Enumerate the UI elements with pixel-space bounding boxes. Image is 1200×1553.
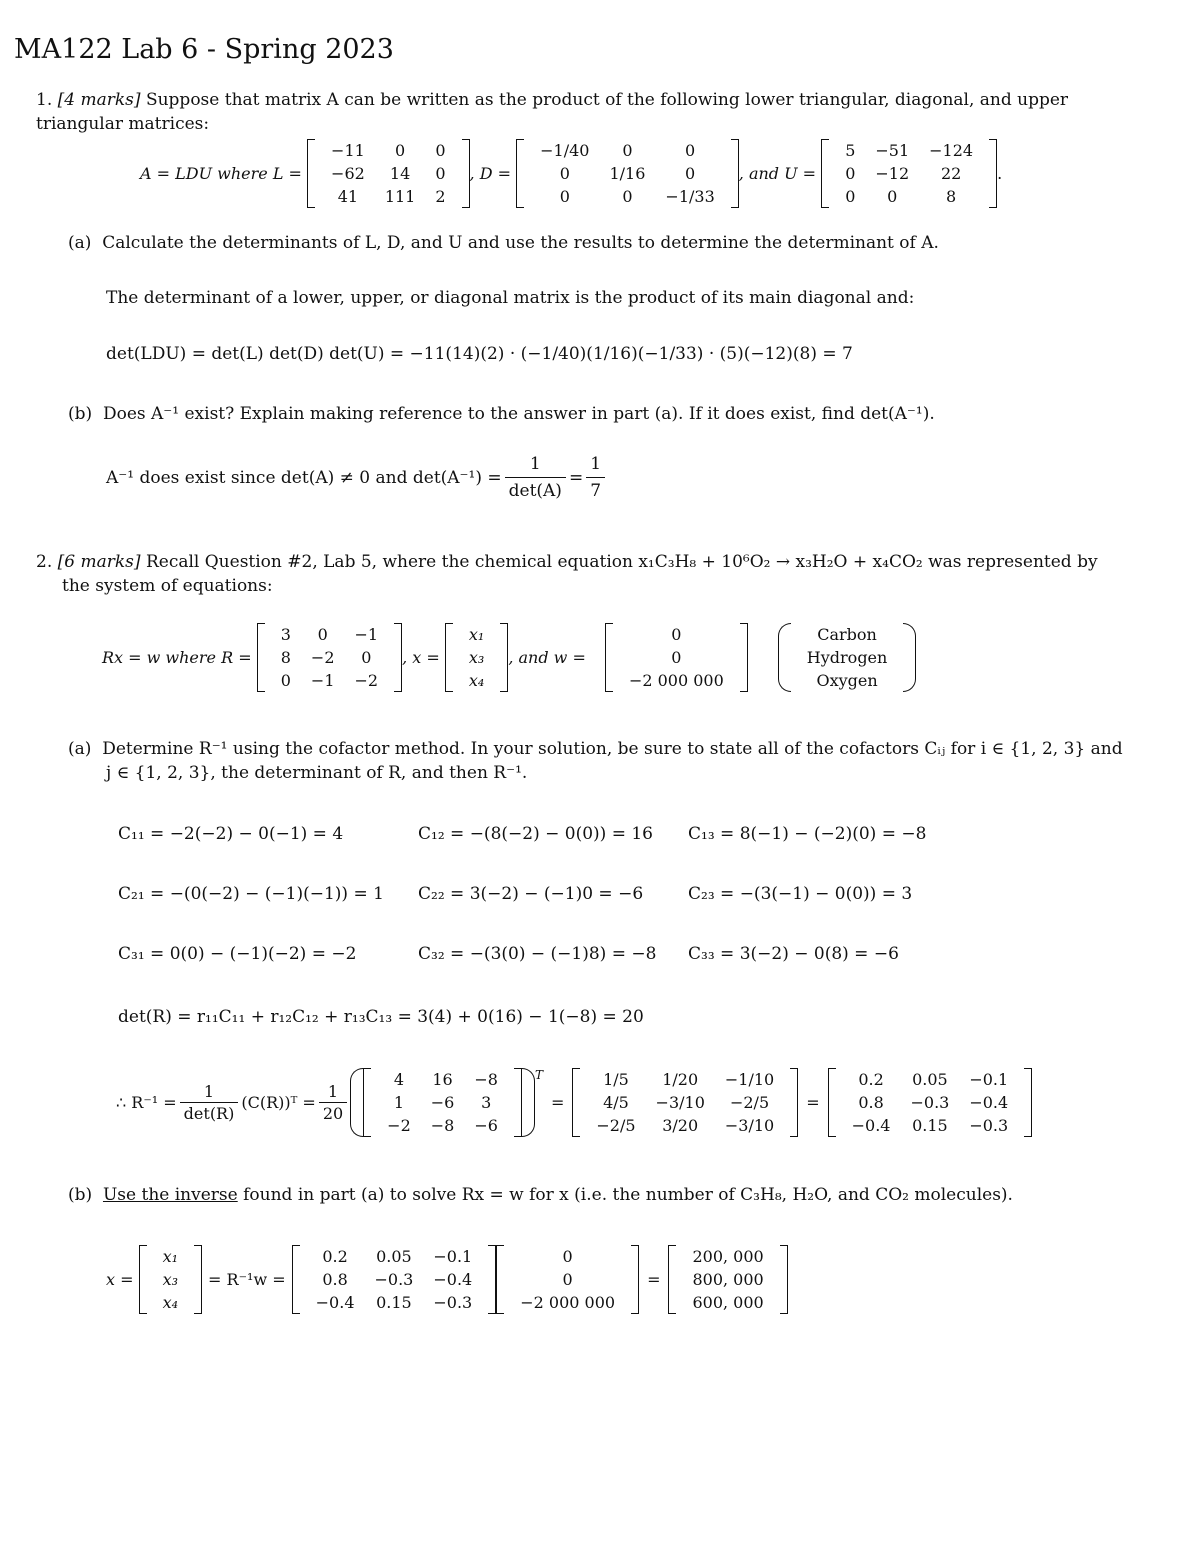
matrix-U-cell: −51 [875,141,910,160]
q2b-r-inverse-cell: 0.05 [376,1247,412,1266]
cofactor-matrix-cell: −6 [474,1116,498,1135]
matrix-D-cell: 0 [685,164,696,183]
q2b-vector-w-cell: −2 000 000 [520,1293,616,1312]
element-label-row [797,623,898,646]
q2b-vector-x-row [153,1245,188,1268]
r-inverse-decimal-cell: −0.4 [969,1093,1009,1112]
r-inverse-decimal-cell: 0.05 [912,1070,948,1089]
q1-intro-text: Suppose that matrix A can be written as the product of the following lower triangular, diagonal, and upper triangular matrices: [36,90,1069,134]
q2a-question [68,737,1123,761]
matrix-L-row [321,185,456,208]
vector-x-cell: x₃ [468,648,485,667]
q2b-r-inverse-cell: 0.8 [322,1270,348,1289]
vector-w [591,623,748,692]
matrix-U-cell: −124 [929,141,974,160]
r-inverse-fraction-cell: −2/5 [729,1093,770,1112]
vector-x-cell: x₁ [468,625,485,644]
cofactor-c32: C₃₂ = −(3(0) − (−1)8) = −8 [418,944,657,964]
matrix-R [257,623,402,692]
vector-x [445,623,508,692]
q2b-r-inverse-cell: −0.4 [315,1293,355,1312]
vector-w-cell: −2 000 000 [628,671,724,690]
page-title: MA122 Lab 6 - Spring 2023 [14,34,394,65]
matrix-U [821,139,997,208]
cofactor-matrix-cell: 1 [393,1093,405,1112]
equals-1: = [550,1093,565,1112]
matrix-D [516,139,739,208]
cofactor-c21: C₂₁ = −(0(−2) − (−1)(−1)) = 1 [118,884,384,904]
element-label-cell: Carbon [817,625,877,644]
matrix-R-cell: 0 [317,625,328,644]
matrix-L-row [321,139,456,162]
q1b-label: (b) [68,404,93,424]
q2b-r-inverse-cell: −0.3 [374,1270,414,1289]
r-inverse-decimal-cell: −0.3 [910,1093,950,1112]
q1-ldu-equation [140,139,1002,208]
matrix-R-row [271,669,388,692]
matrix-R-cell: −2 [354,671,379,690]
q2b-result-cell: 800, 000 [692,1270,764,1289]
vector-w-row [619,646,734,669]
q2b-r-inverse-row [306,1245,483,1268]
r-inverse-fraction-matrix [572,1068,798,1137]
matrix-U-cell: 22 [940,164,962,183]
q1b-equals: = [568,467,584,488]
r-inverse-decimal-row [842,1114,1019,1137]
matrix-L-cell: −11 [331,141,365,160]
matrix-L-cell: 14 [389,164,411,183]
q2b-result-cell: 200, 000 [692,1247,764,1266]
q2a-question-text: Determine R⁻¹ using the cofactor method. In your solution, be sure to state all of the cofactors Cᵢⱼ for i ∈ {1, 2, 3} and [102,739,1123,759]
q1-number: 1. [36,90,53,110]
q2-eq-w: , and w = [508,648,586,667]
element-label-cell: Hydrogen [806,648,888,667]
q2b-equals: = [647,1270,661,1289]
q1-intro [36,88,1136,136]
r-inverse-fraction-cell: −3/10 [724,1116,775,1135]
matrix-R-row [271,623,388,646]
matrix-R-cell: 0 [361,648,372,667]
r-inverse-equation [116,1068,1032,1137]
matrix-U-cell: 0 [845,187,856,206]
cofactor-matrix-cell: 3 [481,1093,492,1112]
q2b-result-cell: 600, 000 [692,1293,764,1312]
q2-intro-line2: the system of equations: [62,576,273,596]
r-inverse-fraction-row [586,1068,784,1091]
matrix-U-cell: 8 [946,187,957,206]
r-inverse-decimal-cell: −0.4 [851,1116,891,1135]
matrix-D-cell: 0 [685,141,696,160]
r-inverse-fraction-cell: 3/20 [662,1116,699,1135]
element-label-row [797,669,898,692]
q2-system-equation [102,623,916,692]
q1b-fraction-2: $\frac{1}{7}$ [586,452,605,503]
cofactor-c23: C₂₃ = −(3(−1) − 0(0)) = 3 [688,884,913,904]
q2b-vector-w-cell: 0 [562,1247,573,1266]
matrix-L-cell: 111 [384,187,416,206]
element-label-cell: Oxygen [816,671,878,690]
q2b-result [668,1245,787,1314]
q2b-r-inverse [292,1245,497,1314]
q2b-solution [106,1245,788,1314]
matrix-D-row [530,139,725,162]
inv-prefix: ∴ R⁻¹ = [116,1093,177,1112]
vector-x-row [459,646,494,669]
q2b-underlined: Use the inverse [102,1185,238,1205]
q2b-vector-w-row [510,1245,625,1268]
q1-eq-end: . [997,164,1003,183]
matrix-D-cell: −1/40 [540,141,590,160]
cofactor-c13: C₁₃ = 8(−1) − (−2)(0) = −8 [688,824,927,844]
matrix-U-cell: 0 [887,187,898,206]
vector-w-row [619,623,734,646]
q2b-vector-w-cell: 0 [562,1270,573,1289]
vector-x-row [459,669,494,692]
cofactor-matrix-cell: 16 [432,1070,453,1089]
r-inverse-decimal-cell: 0.15 [912,1116,948,1135]
matrix-R-row [271,646,388,669]
vector-w-cell: 0 [671,625,682,644]
element-label-row [797,646,898,669]
q2b-question-text: found in part (a) to solve Rx = w for x (i.e. the number of C₃H₈, H₂O, and CO₂ molecules). [243,1185,1013,1205]
matrix-L-cell: −62 [331,164,365,183]
r-inverse-fraction-row [586,1091,784,1114]
r-inverse-fraction-cell: 4/5 [603,1093,629,1112]
q1b-answer [106,452,608,503]
q2b-vector-x-row [153,1291,188,1314]
q2-marks: [6 marks] [57,552,141,572]
r-inverse-decimal-row [842,1091,1019,1114]
matrix-L-cell: 41 [337,187,359,206]
cofactor-matrix-cell: 4 [393,1070,405,1089]
matrix-L-cell: 0 [435,141,446,160]
matrix-U-cell: −12 [875,164,910,183]
q2a-label: (a) [68,739,92,759]
q1a-answer-line1: The determinant of a lower, upper, or diagonal matrix is the product of its main diagonal and: [106,288,915,308]
q2b-vector-x-cell: x₃ [162,1270,179,1289]
q2b-vector-x-row [153,1268,188,1291]
r-inverse-fraction-row [586,1114,784,1137]
q2b-r-inverse-cell: −0.1 [433,1247,473,1266]
cofactor-c31: C₃₁ = 0(0) − (−1)(−2) = −2 [118,944,357,964]
matrix-D-row [530,162,725,185]
r-inverse-fraction-cell: −2/5 [596,1116,636,1135]
equals-2: = [806,1093,820,1112]
q2b-vector-w-row [510,1268,625,1291]
matrix-R-cell: 3 [280,625,291,644]
q2b-result-row [682,1268,773,1291]
r-inverse-decimal-cell: −0.1 [969,1070,1009,1089]
q1b-answer-text: A⁻¹ does exist since det(A) ≠ 0 and det(A⁻¹) = [106,467,502,488]
r-inverse-decimal-matrix [828,1068,1033,1137]
q2b-label: (b) [68,1185,93,1205]
matrix-L [307,139,470,208]
vector-x-row [459,623,494,646]
matrix-U-row [835,185,983,208]
cofactor-matrix-cell: −6 [430,1093,455,1112]
matrix-L-cell: 2 [435,187,446,206]
q2b-r-inverse-row [306,1291,483,1314]
q2b-r-inverse-cell: −0.4 [433,1270,473,1289]
q1-eq-d: , D = [469,164,512,183]
q2-intro-text: Recall Question #2, Lab 5, where the chemical equation x₁C₃H₈ + 10⁶O₂ → x₃H₂O + x₄CO₂ was represented by [145,552,1098,572]
q1b-question [68,402,935,426]
inv-ct: (C(R))ᵀ = [241,1093,316,1112]
q1a-label: (a) [68,233,92,253]
cofactor-c22: C₂₂ = 3(−2) − (−1)0 = −6 [418,884,644,904]
matrix-R-cell: −1 [354,625,379,644]
r-inverse-fraction-cell: 1/20 [662,1070,699,1089]
q1a-question [68,231,939,255]
q2-number: 2. [36,552,53,572]
matrix-U-row [835,139,983,162]
element-labels [778,623,917,692]
matrix-R-cell: −2 [310,648,335,667]
matrix-U-cell: 0 [845,164,856,183]
r-inverse-fraction-cell: −3/10 [655,1093,705,1112]
r-inverse-decimal-cell: 0.2 [858,1070,884,1089]
matrix-R-cell: 8 [280,648,291,667]
q2b-r-inverse-cell: 0.2 [322,1247,348,1266]
q2-intro [36,550,1098,574]
matrix-D-cell: 0 [622,187,633,206]
q2-eq-prefix: Rx = w where R = [102,648,252,667]
matrix-D-cell: −1/33 [665,187,715,206]
matrix-D-cell: 0 [559,164,570,183]
cofactor-matrix-row [377,1068,508,1091]
r-inverse-decimal-cell: −0.3 [969,1116,1009,1135]
matrix-D-cell: 1/16 [609,164,646,183]
matrix-R-cell: −1 [310,671,335,690]
cofactor-matrix [350,1068,535,1137]
matrix-R-cell: 0 [280,671,291,690]
matrix-D-cell: 0 [622,141,633,160]
vector-w-cell: 0 [671,648,682,667]
q2b-result-row [682,1291,773,1314]
cofactor-c33: C₃₃ = 3(−2) − 0(8) = −6 [688,944,899,964]
q2b-r-inverse-cell: −0.3 [433,1293,473,1312]
cofactor-c11: C₁₁ = −2(−2) − 0(−1) = 4 [118,824,344,844]
inv-fraction-1: $\frac{1}{\det(R)}$ [180,1082,239,1123]
q2b-result-row [682,1245,773,1268]
q1b-fraction-1: $\frac{1}{\det(A)}$ [505,452,566,503]
q2b-question [68,1183,1013,1207]
matrix-L-cell: 0 [435,164,446,183]
q1a-question-text: Calculate the determinants of L, D, and U and use the results to determine the determinant of A. [102,233,939,253]
inv-fraction-2: $\frac{1}{20}$ [319,1082,347,1123]
q2b-mid: = R⁻¹w = [208,1270,286,1289]
q2b-x-label: x = [106,1270,134,1289]
cofactor-matrix-row [377,1114,508,1137]
q2a-question-line2: j ∈ {1, 2, 3}, the determinant of R, and then R⁻¹. [106,763,528,783]
q2b-vector-w-row [510,1291,625,1314]
q1-eq-u: , and U = [738,164,817,183]
matrix-D-cell: 0 [559,187,570,206]
r-inverse-decimal-row [842,1068,1019,1091]
cofactor-matrix-cell: −8 [430,1116,455,1135]
r-inverse-fraction-cell: −1/10 [724,1070,775,1089]
cofactor-c12: C₁₂ = −(8(−2) − 0(0)) = 16 [418,824,653,844]
matrix-L-row [321,162,456,185]
q2b-vector-x-cell: x₄ [162,1293,179,1312]
cofactor-matrix-cell: −8 [474,1070,498,1089]
q1a-answer-line2: det(LDU) = det(L) det(D) det(U) = −11(14)(2) · (−1/40)(1/16)(−1/33) · (5)(−12)(8) = 7 [106,344,853,364]
q1-marks: [4 marks] [57,90,141,110]
r-inverse-decimal-cell: 0.8 [858,1093,884,1112]
q2b-r-inverse-row [306,1268,483,1291]
q1b-question-text: Does A⁻¹ exist? Explain making reference to the answer in part (a). If it does exist, find det(A⁻¹). [102,404,935,424]
det-r-line: det(R) = r₁₁C₁₁ + r₁₂C₁₂ + r₁₃C₁₃ = 3(4) + 0(16) − 1(−8) = 20 [118,1007,644,1027]
q2b-vector-x-cell: x₁ [162,1247,179,1266]
cofactor-matrix-row [377,1091,508,1114]
matrix-U-row [835,162,983,185]
cofactor-matrix-cell: −2 [387,1116,411,1135]
q1-eq-prefix: A = LDU where L = [140,164,302,183]
q2b-vector-x [139,1245,202,1314]
vector-x-cell: x₄ [468,671,485,690]
q2b-vector-w [496,1245,639,1314]
r-inverse-fraction-cell: 1/5 [603,1070,629,1089]
q2-eq-x: , x = [402,648,440,667]
vector-w-row [619,669,734,692]
q2b-r-inverse-cell: 0.15 [376,1293,412,1312]
matrix-D-row [530,185,725,208]
matrix-L-cell: 0 [394,141,406,160]
transpose-marker: T [534,1068,543,1082]
matrix-U-cell: 5 [845,141,856,160]
